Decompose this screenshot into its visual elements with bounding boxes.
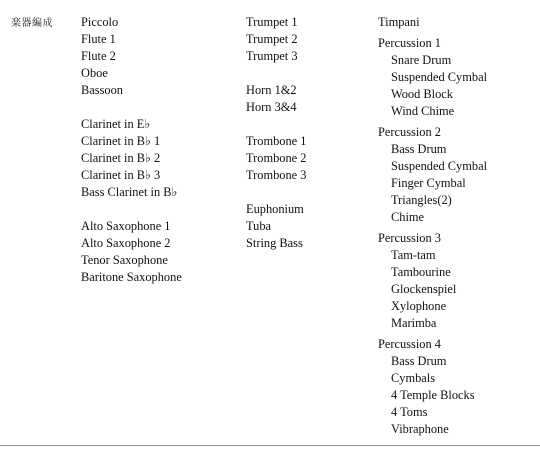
percussion-item: 4 Temple Blocks: [391, 388, 475, 402]
group-spacer: [81, 201, 182, 218]
instrument-line: Flute 1: [81, 32, 116, 46]
group-spacer: [246, 116, 306, 133]
instrument-line: Euphonium: [246, 202, 304, 216]
percussion-item: Suspended Cymbal: [391, 70, 488, 84]
instrument-line: Alto Saxophone 1: [81, 219, 171, 233]
woodwind-column: [81, 14, 182, 286]
instrument-line: Trumpet 1: [246, 15, 298, 29]
instrument-line: Piccolo: [81, 15, 119, 29]
percussion-item: Glockenspiel: [391, 282, 457, 296]
group-spacer: [246, 65, 306, 82]
instrument-line: Tuba: [246, 219, 272, 233]
percussion-item: Suspended Cymbal: [391, 159, 488, 173]
percussion-group: [378, 124, 487, 226]
percussion-group-title: Percussion 2: [378, 125, 441, 139]
instrument-line: Trumpet 2: [246, 32, 298, 46]
percussion-item: Chime: [391, 210, 425, 224]
brass-column: [246, 14, 306, 252]
percussion-group: [378, 35, 487, 120]
percussion-group: [378, 230, 487, 332]
percussion-group-title: Percussion 3: [378, 231, 441, 245]
instrument-line: Alto Saxophone 2: [81, 236, 171, 250]
instrument-line: Oboe: [81, 66, 108, 80]
group-spacer: [246, 184, 306, 201]
instrument-line: Clarinet in B♭ 3: [81, 168, 161, 182]
percussion-group-title: Percussion 1: [378, 36, 441, 50]
percussion-item: Marimba: [391, 316, 437, 330]
percussion-item: Finger Cymbal: [391, 176, 466, 190]
instrument-line: Baritone Saxophone: [81, 270, 182, 284]
instrument-line: Clarinet in B♭ 2: [81, 151, 161, 165]
percussion-item: Tam-tam: [391, 248, 436, 262]
percussion-item: Triangles(2): [391, 193, 452, 207]
instrument-line: Trumpet 3: [246, 49, 298, 63]
percussion-item: Bass Drum: [391, 354, 447, 368]
group-spacer: [81, 99, 182, 116]
instrument-line: Clarinet in E♭: [81, 117, 151, 131]
percussion-item: Xylophone: [391, 299, 447, 313]
percussion-item: Wood Block: [391, 87, 453, 101]
instrument-line: Bassoon: [81, 83, 123, 97]
instrument-line: Trombone 1: [246, 134, 307, 148]
instrument-line: Clarinet in B♭ 1: [81, 134, 161, 148]
instrument-line: Tenor Saxophone: [81, 253, 168, 267]
percussion-column: [378, 14, 487, 442]
instrument-line: Horn 3&4: [246, 100, 297, 114]
instrumentation-heading: 楽器編成: [11, 18, 53, 29]
percussion-group-title: Percussion 4: [378, 337, 441, 351]
instrument-line: Trombone 2: [246, 151, 307, 165]
instrument-line: Bass Clarinet in B♭: [81, 185, 178, 199]
timpani-line: Timpani: [378, 15, 420, 29]
percussion-item: Cymbals: [391, 371, 436, 385]
bottom-divider: [0, 445, 540, 446]
percussion-item: Snare Drum: [391, 53, 452, 67]
percussion-item: Wind Chime: [391, 104, 455, 118]
percussion-item: Vibraphone: [391, 422, 449, 436]
instrument-line: Trombone 3: [246, 168, 307, 182]
percussion-item: Tambourine: [391, 265, 451, 279]
instrument-line: Flute 2: [81, 49, 116, 63]
percussion-group: [378, 336, 487, 438]
instrument-line: String Bass: [246, 236, 303, 250]
percussion-item: 4 Toms: [391, 405, 428, 419]
percussion-item: Bass Drum: [391, 142, 447, 156]
instrument-line: Horn 1&2: [246, 83, 297, 97]
